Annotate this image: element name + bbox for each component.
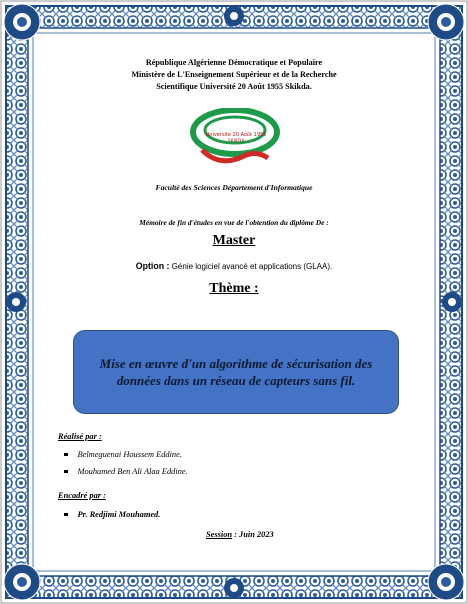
session-value: : Juin 2023	[232, 530, 274, 539]
logo-city: SKIKDA	[227, 139, 245, 144]
memoire-line: Mémoire de fin d'études en vue de l'obtention du diplôme De :	[139, 218, 329, 227]
logo-university-name: Université 20 Août 1955	[205, 132, 267, 138]
session-line	[206, 530, 274, 539]
author-name: Mouhamed Ben Ali Alaa Eddine.	[77, 467, 188, 476]
header-republic: République Algérienne Démocratique et Populaire	[145, 58, 323, 67]
option-value: Génie logiciel avancé et applications (GLAA).	[171, 262, 333, 271]
header-ministry: Ministère de L'Enseignement Supérieur et de la Recherche	[131, 70, 337, 79]
faculty-line: Faculté des Sciences Département d'Informatique	[155, 183, 313, 192]
option-line	[0, 261, 468, 271]
degree-heading: Master	[212, 233, 256, 248]
author-name: Belmeguenai Houssem Eddine.	[77, 450, 182, 459]
realise-label: Réalisé par :	[58, 432, 102, 441]
theme-heading: Thème :	[209, 281, 259, 296]
option-label: Option :	[135, 261, 170, 271]
thesis-title-box	[73, 330, 399, 414]
bullet-icon	[64, 513, 68, 517]
author-item	[58, 467, 188, 476]
session-label: Session	[206, 530, 233, 539]
bullet-icon	[64, 470, 68, 474]
header-university: Scientifique Université 20 Août 1955 Skikda.	[156, 82, 312, 91]
university-logo	[190, 108, 280, 172]
thesis-title: Mise en œuvre d'un algorithme de sécurisation des données dans un réseau de capteurs sans fil.	[99, 356, 373, 388]
supervisor-item	[58, 510, 160, 519]
bullet-icon	[64, 453, 68, 457]
author-item	[58, 450, 182, 459]
supervisor-name: Pr. Redjimi Mouhamed.	[77, 510, 161, 519]
encadre-label: Encadré par :	[58, 491, 106, 500]
